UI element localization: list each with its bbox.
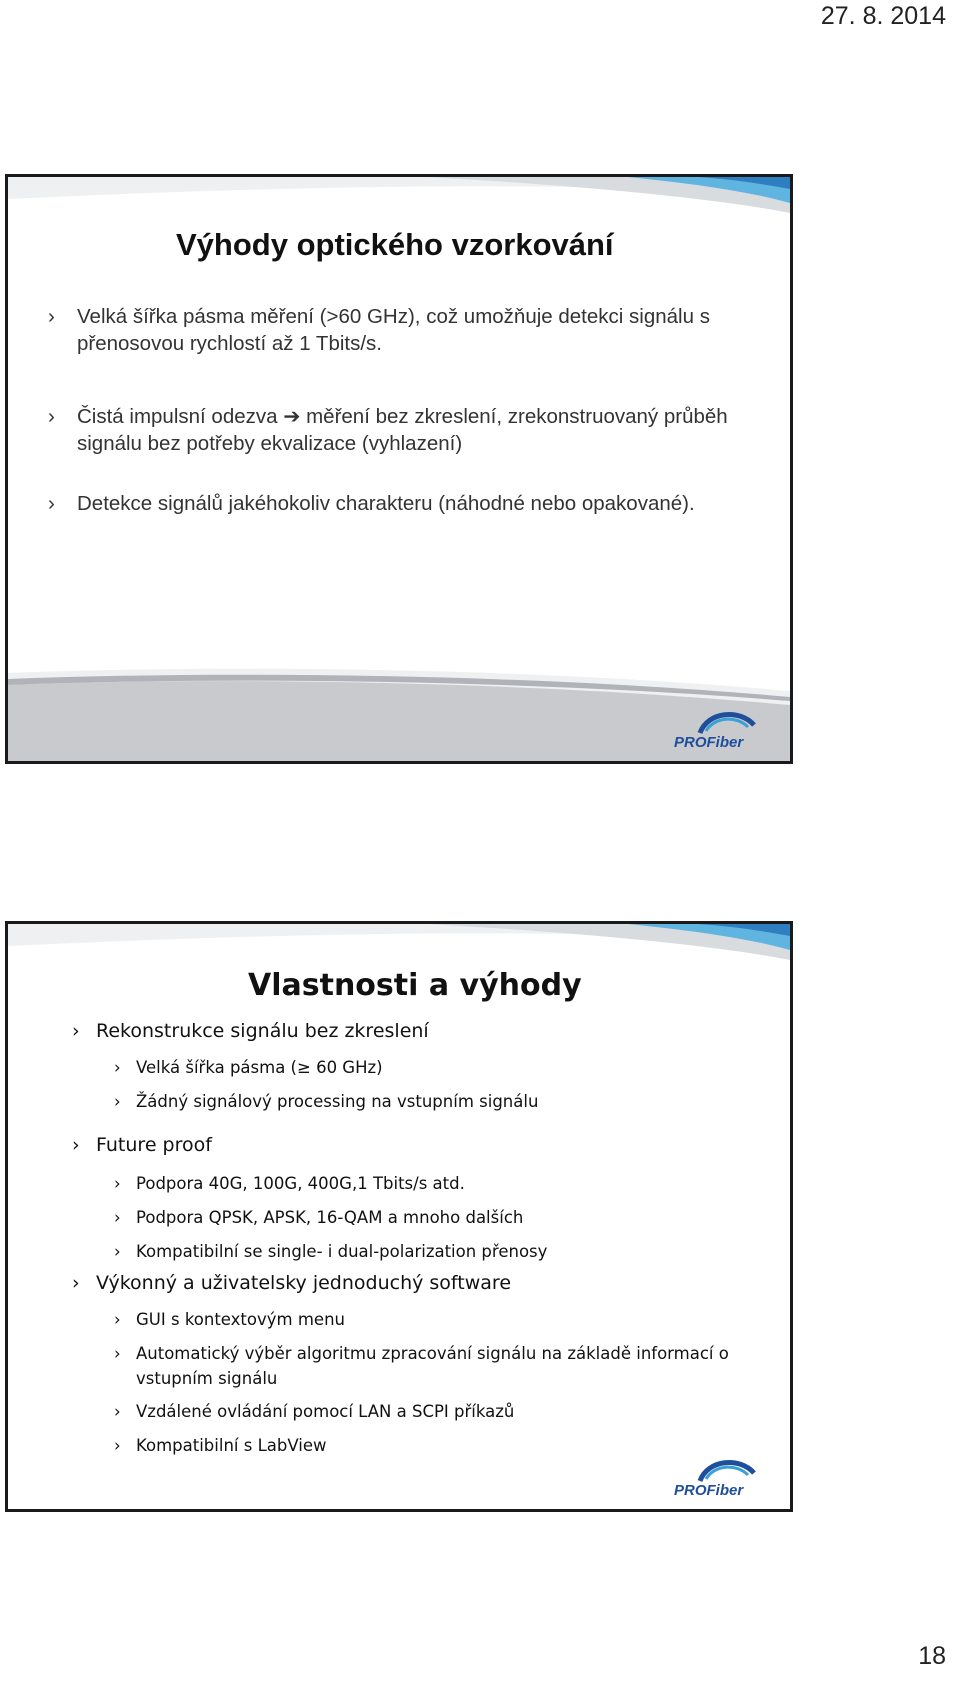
- sub-bullet-item: [114, 1089, 776, 1114]
- date-header: 27. 8. 2014: [820, 2, 946, 30]
- page-number: 18: [918, 1642, 946, 1670]
- sub-bullet-text: Velká šířka pásma (≥ 60 GHz): [136, 1058, 383, 1077]
- section-label: Rekonstrukce signálu bez zkreslení: [96, 1020, 429, 1042]
- bullet-chevron: ›: [114, 1436, 121, 1455]
- bullet-chevron: ›: [114, 1092, 121, 1111]
- sub-bullet-item: [114, 1307, 776, 1332]
- bullet-chevron: ›: [114, 1208, 121, 1227]
- sub-bullet-text: Podpora 40G, 100G, 400G,1 Tbits/s atd.: [136, 1174, 465, 1193]
- section-heading: [72, 1134, 212, 1156]
- sub-bullet-text: Kompatibilní se single- i dual-polarization přenosy: [136, 1242, 548, 1261]
- bullet-chevron: ›: [114, 1402, 121, 1421]
- slide-1: [5, 174, 793, 764]
- bullet-text: Čistá impulsní odezva ➔ měření bez zkreslení, zrekonstruovaný průběh signálu bez potřeby ekvalizace (vyhlazení): [77, 405, 728, 455]
- bullet-chevron: ›: [114, 1344, 121, 1363]
- sub-bullet-item: [114, 1171, 776, 1196]
- logo-text: PROFiber: [674, 734, 744, 751]
- bullet-item: [48, 403, 757, 457]
- sub-bullet-text: Automatický výběr algoritmu zpracování signálu na základě informací o vstupním signálu: [136, 1344, 729, 1388]
- sub-bullet-text: GUI s kontextovým menu: [136, 1310, 345, 1329]
- bullet-chevron: ›: [114, 1242, 121, 1261]
- bullet-text: Detekce signálů jakéhokoliv charakteru (náhodné nebo opakované).: [77, 492, 695, 515]
- bullet-item: [48, 490, 757, 517]
- profiber-logo: [670, 707, 780, 755]
- bullet-chevron: ›: [48, 305, 55, 328]
- bullet-chevron: ›: [72, 1020, 80, 1042]
- sub-bullet-item: [114, 1399, 776, 1424]
- bullet-text: Velká šířka pásma měření (>60 GHz), což umožňuje detekci signálu s přenosovou rychlostí až 1 Tbits/s.: [77, 305, 710, 355]
- section-heading: [72, 1020, 429, 1042]
- logo-text: PROFiber: [674, 1482, 744, 1499]
- sub-bullet-text: Vzdálené ovládání pomocí LAN a SCPI příkazů: [136, 1402, 515, 1421]
- section-label: Výkonný a uživatelsky jednoduchý software: [96, 1272, 512, 1294]
- sub-bullet-item: [114, 1341, 776, 1391]
- slide-title: Výhody optického vzorkování: [176, 227, 614, 262]
- sub-bullet-text: Kompatibilní s LabView: [136, 1436, 327, 1455]
- bullet-chevron: ›: [48, 405, 55, 428]
- slide-title: Vlastnosti a výhody: [248, 968, 582, 1003]
- bullet-chevron: ›: [114, 1310, 121, 1329]
- bullet-chevron: ›: [72, 1272, 80, 1294]
- bullet-chevron: ›: [72, 1134, 80, 1156]
- bullet-chevron: ›: [114, 1058, 121, 1077]
- sub-bullet-item: [114, 1205, 776, 1230]
- bullet-chevron: ›: [48, 492, 55, 515]
- section-label: Future proof: [96, 1134, 212, 1156]
- bullet-chevron: ›: [114, 1174, 121, 1193]
- slide-2: [5, 921, 793, 1512]
- section-heading: [72, 1272, 511, 1294]
- sub-bullet-item: [114, 1055, 776, 1080]
- bullet-item: [48, 303, 757, 357]
- sub-bullet-item: [114, 1239, 776, 1264]
- sub-bullet-text: Podpora QPSK, APSK, 16-QAM a mnoho dalších: [136, 1208, 524, 1227]
- sub-bullet-text: Žádný signálový processing na vstupním signálu: [136, 1092, 539, 1111]
- profiber-logo: [670, 1455, 780, 1503]
